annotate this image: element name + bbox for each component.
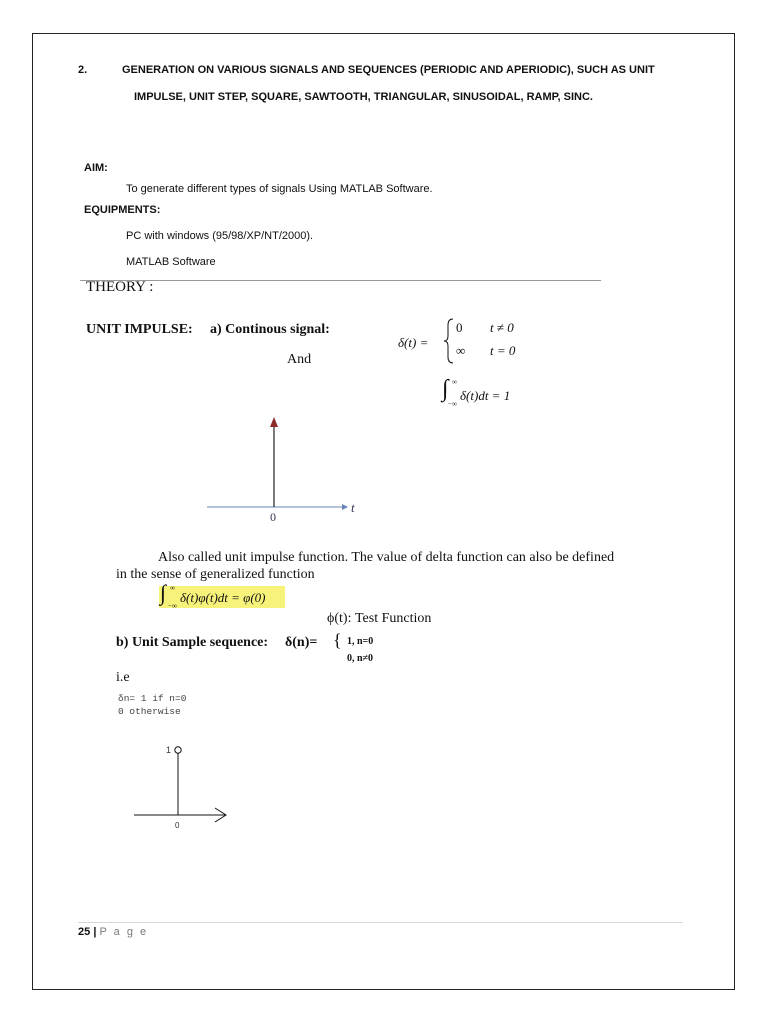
footer-divider xyxy=(78,922,683,923)
page-word: P a g e xyxy=(99,926,149,938)
test-function-label: ϕ(t): Test Function xyxy=(327,611,432,626)
section-title-line1: GENERATION ON VARIOUS SIGNALS AND SEQUENCES (PERIODIC AND APERIODIC), SUCH AS UNIT xyxy=(122,64,655,76)
sample-zero-label: 0 xyxy=(175,821,180,830)
delta-case1-value: 0 xyxy=(456,320,463,335)
arrowhead-icon xyxy=(342,504,348,510)
divider xyxy=(80,280,601,281)
gen-formula: δ(t)φ(t)dt = φ(0) xyxy=(180,590,266,605)
equipment-item: MATLAB Software xyxy=(126,256,216,268)
page-number: 25 xyxy=(78,926,91,938)
integral-upper-limit: ∞ xyxy=(452,378,457,386)
aim-label: AIM: xyxy=(84,162,108,174)
sample-case1: 1, n=0 xyxy=(347,636,374,647)
unit-impulse-label: UNIT IMPULSE: xyxy=(86,322,193,337)
paragraph-line2: in the sense of generalized function xyxy=(116,567,315,582)
equipment-item: PC with windows (95/98/XP/NT/2000). xyxy=(126,230,314,242)
definition-code-line1: δn= 1 if n=0 xyxy=(118,693,187,704)
section-title-line2: IMPULSE, UNIT STEP, SQUARE, SAWTOOTH, TRIANGULAR, SINUSOIDAL, RAMP, SINC. xyxy=(134,91,593,103)
impulse-plot xyxy=(205,415,365,520)
unit-sample-label: b) Unit Sample sequence: xyxy=(116,635,269,650)
aim-text: To generate different types of signals Using MATLAB Software. xyxy=(126,183,433,195)
gen-lower-limit: −∞ xyxy=(168,602,177,610)
axis-zero-label: 0 xyxy=(270,510,276,524)
brace-icon xyxy=(444,318,454,364)
integral-lower-limit: −∞ xyxy=(448,400,457,408)
definition-code-line2: 0 otherwise xyxy=(118,706,181,717)
page-footer xyxy=(78,926,148,938)
ie-label: i.e xyxy=(116,670,130,685)
delta-case2-condition: t = 0 xyxy=(490,343,516,358)
paragraph-line1: Also called unit impulse function. The value of delta function can also be defined xyxy=(158,550,615,565)
delta-case2-value: ∞ xyxy=(456,343,466,358)
unit-sample-plot xyxy=(130,742,240,832)
unit-sample-def: δ(n)= xyxy=(285,635,318,650)
sample-case2: 0, n≠0 xyxy=(347,653,374,664)
axis-t-label: t xyxy=(351,500,355,515)
integral-expression: δ(t)dt = 1 xyxy=(460,388,511,403)
theory-label: THEORY : xyxy=(86,279,154,295)
document-page xyxy=(32,33,735,990)
sample-marker xyxy=(175,747,181,753)
integral-sign: ∫ xyxy=(442,376,449,402)
footer-separator: | xyxy=(93,926,97,938)
sample-brace-icon: { xyxy=(333,630,342,650)
continuous-signal-label: a) Continous signal: xyxy=(210,322,330,337)
sample-top-label: 1 xyxy=(166,745,172,755)
impulse-arrowhead-icon xyxy=(270,417,278,427)
delta-case1-condition: t ≠ 0 xyxy=(490,320,514,335)
gen-integral-sign: ∫ xyxy=(160,580,167,605)
section-number: 2. xyxy=(78,64,88,76)
gen-upper-limit: ∞ xyxy=(170,584,175,592)
and-text: And xyxy=(287,352,312,367)
delta-lhs: δ(t) = xyxy=(398,335,429,350)
equipments-label: EQUIPMENTS: xyxy=(84,204,161,216)
